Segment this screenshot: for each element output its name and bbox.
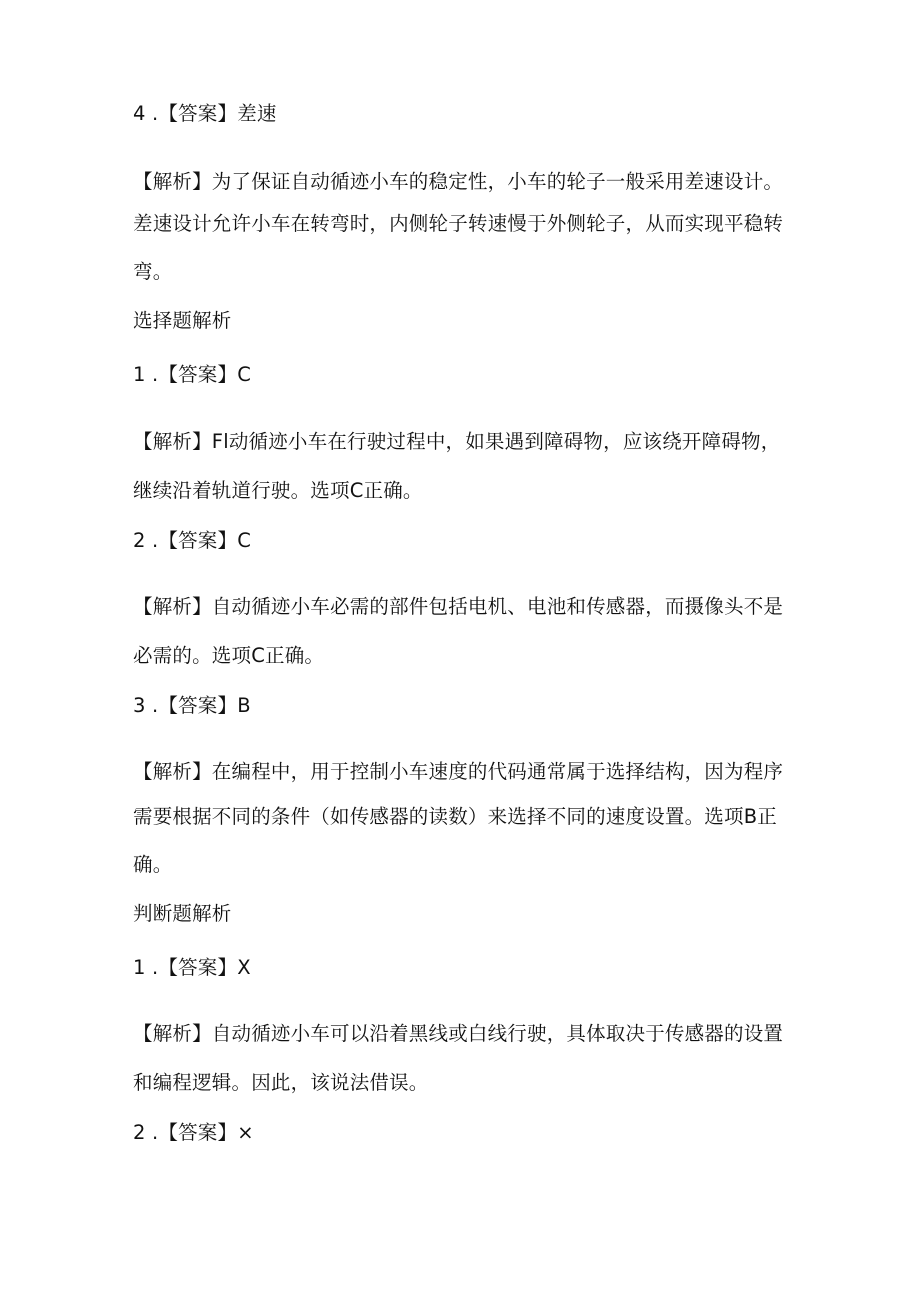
section-heading-judgment: 判断题解析 <box>133 902 232 925</box>
judgment-explanation-1-line-1: 【解析】自动循迹小车可以沿着黑线或白线行驶，具体取决于传感器的设置 <box>133 1022 784 1045</box>
fill-answer-4: 4 .【答案】差速 <box>133 102 277 125</box>
choice-explanation-1-line-2: 继续沿着轨道行驶。选项C正确。 <box>133 479 423 502</box>
judgment-answer-2: 2 .【答案】× <box>133 1121 254 1144</box>
choice-explanation-1-line-1: 【解析】Fl动循迹小车在行驶过程中，如果遇到障碍物，应该绕开障碍物， <box>133 430 781 453</box>
choice-answer-3: 3 .【答案】B <box>133 694 251 717</box>
choice-explanation-2-line-2: 必需的。选项C正确。 <box>133 644 325 667</box>
fill-explanation-4-line-3: 弯。 <box>133 260 173 283</box>
fill-explanation-4-line-2: 差速设计允许小车在转弯时，内侧轮子转速慢于外侧轮子，从而实现平稳转 <box>133 212 784 235</box>
fill-explanation-4-line-1: 【解析】为了保证自动循迹小车的稳定性，小车的轮子一般采用差速设计。 <box>133 170 784 193</box>
choice-explanation-3-line-1: 【解析】在编程中，用于控制小车速度的代码通常属于选择结构，因为程序 <box>133 760 784 783</box>
choice-explanation-3-line-2: 需要根据不同的条件（如传感器的读数）来选择不同的速度设置。选项B正 <box>133 805 777 828</box>
judgment-explanation-1-line-2: 和编程逻辑。因此，该说法借误。 <box>133 1071 429 1094</box>
choice-answer-1: 1 .【答案】C <box>133 363 252 386</box>
section-heading-choice: 选择题解析 <box>133 309 232 332</box>
choice-answer-2: 2 .【答案】C <box>133 529 252 552</box>
choice-explanation-3-line-3: 确。 <box>133 853 173 876</box>
judgment-answer-1: 1 .【答案】X <box>133 956 251 979</box>
choice-explanation-2-line-1: 【解析】自动循迹小车必需的部件包括电机、电池和传感器，而摄像头不是 <box>133 595 784 618</box>
